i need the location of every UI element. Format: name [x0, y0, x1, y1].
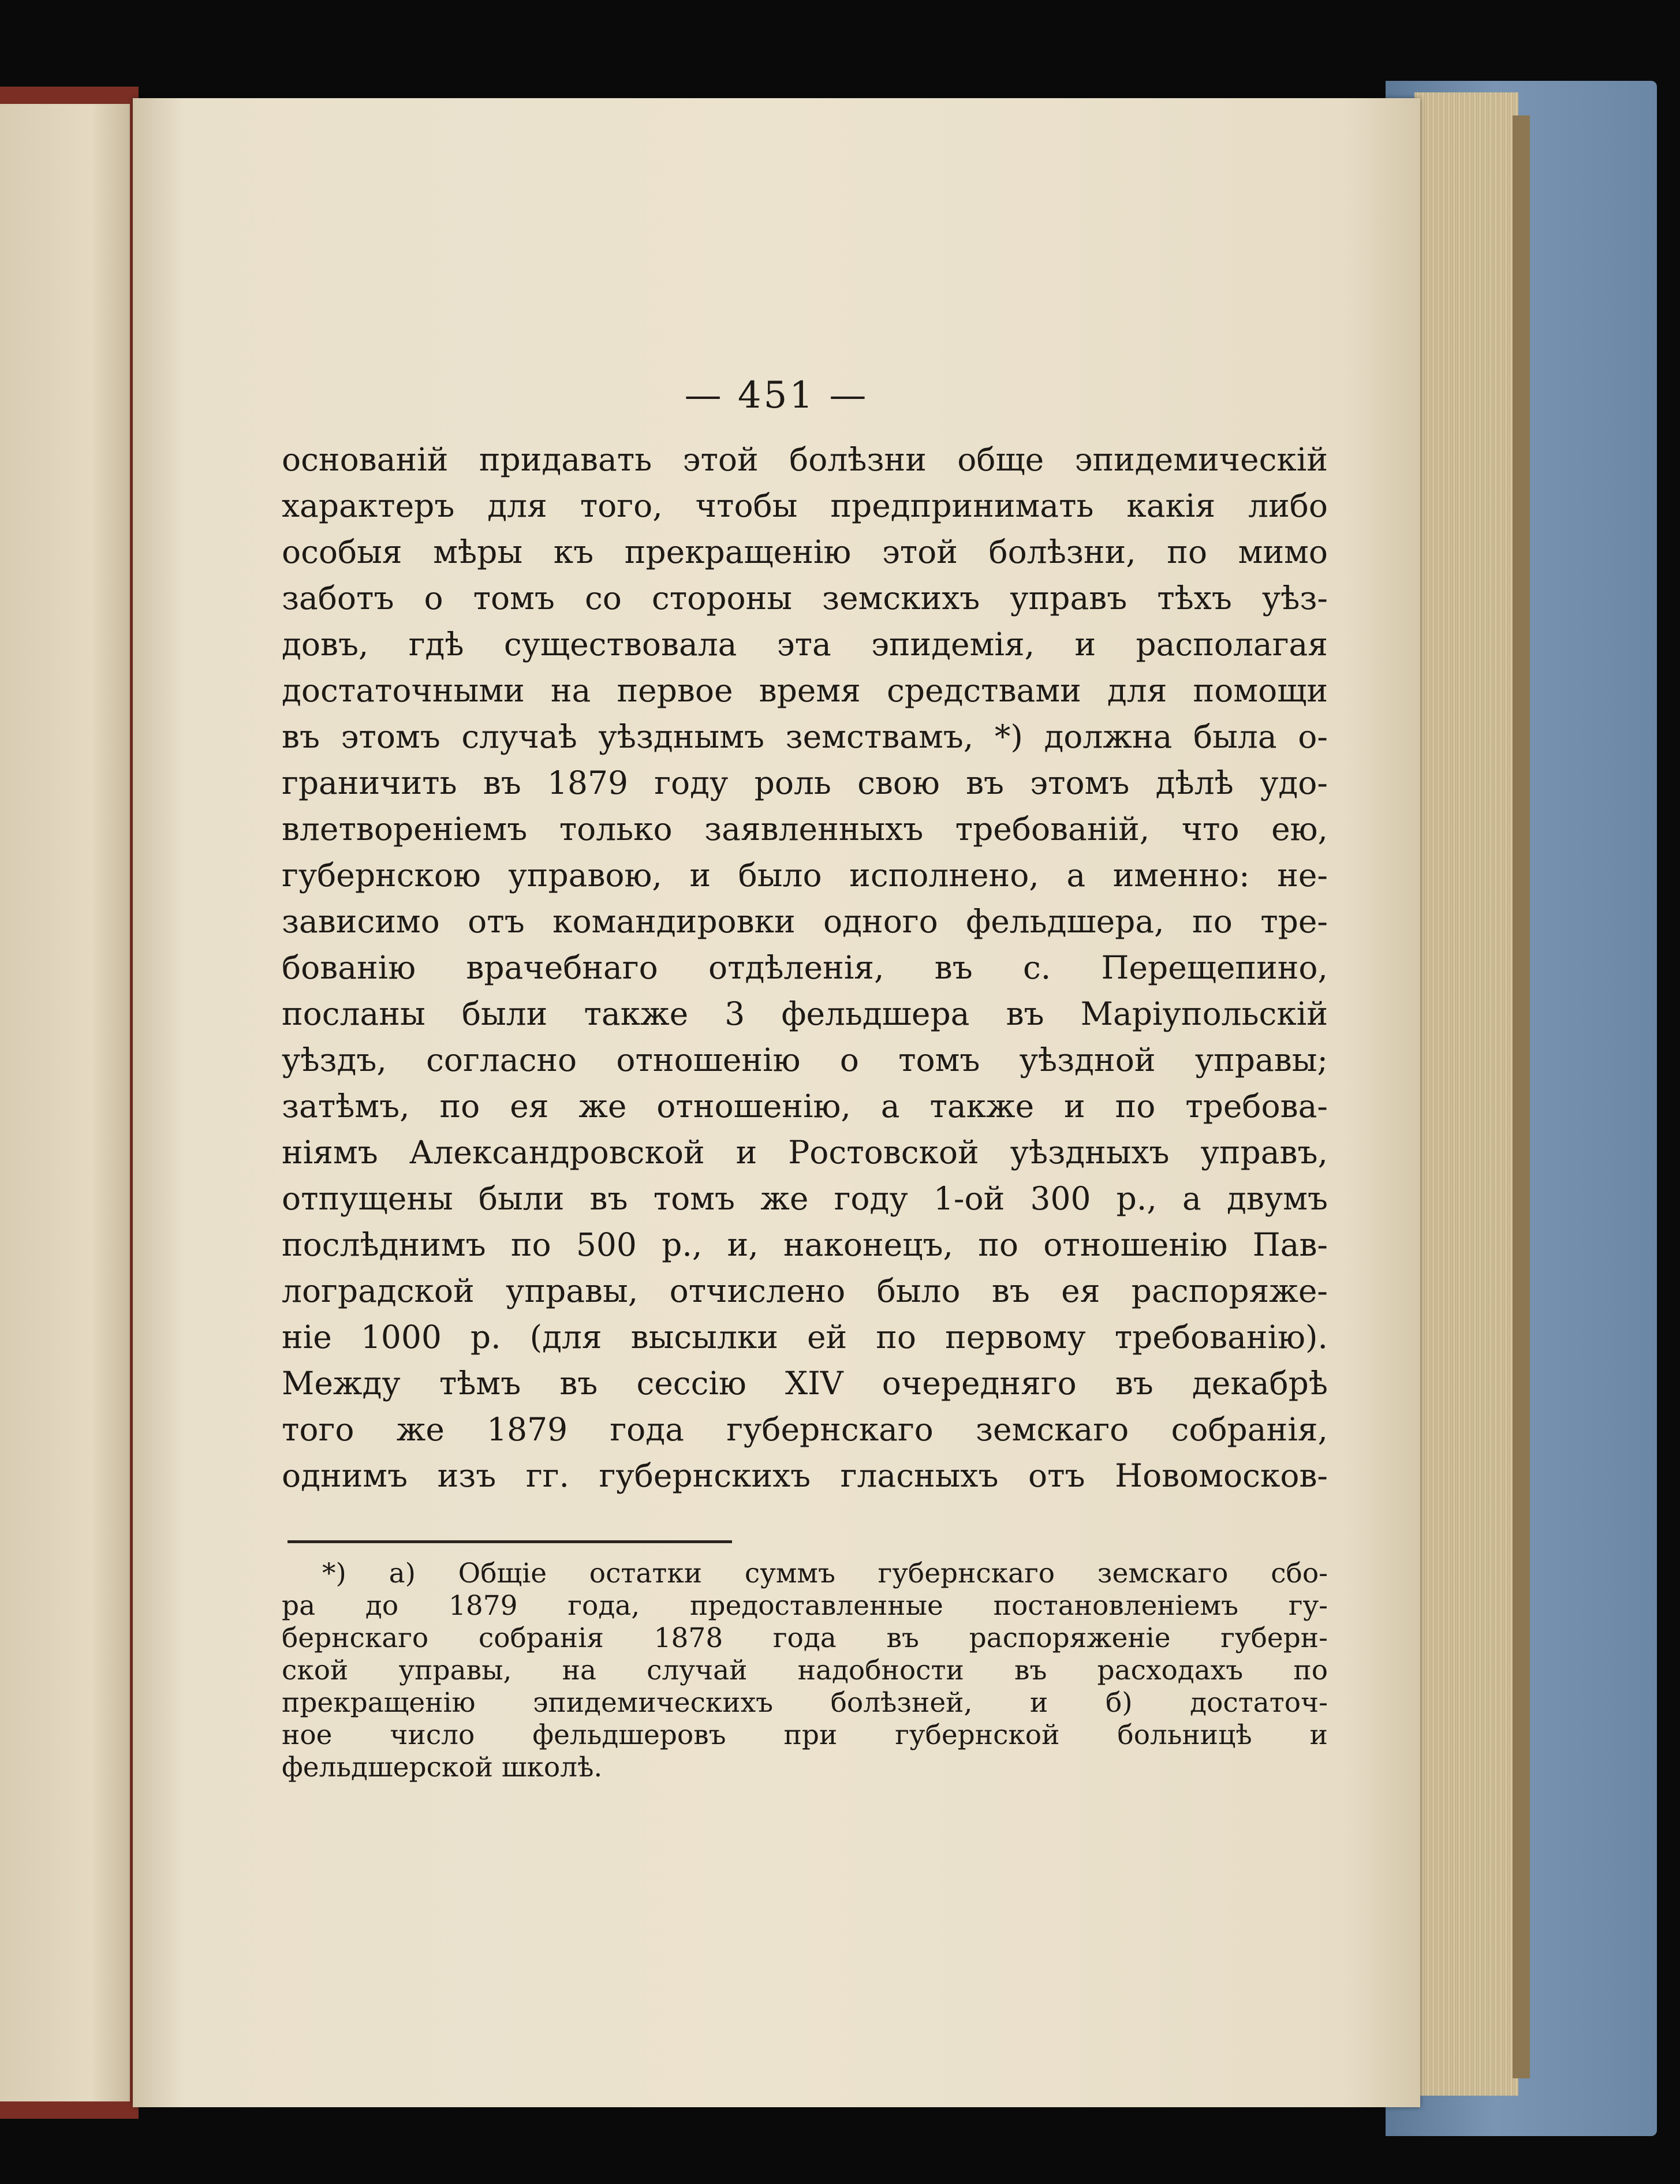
body-line: зависимо отъ командировки одного фельдшера, по тре-: [282, 903, 1328, 940]
page-number: — 451 —: [684, 374, 869, 417]
body-line: однимъ изъ гг. губернскихъ гласныхъ отъ Новомосков-: [282, 1457, 1328, 1494]
body-line: того же 1879 года губернскаго земскаго собранія,: [282, 1411, 1328, 1448]
page-stack-edge: [1414, 92, 1518, 2096]
previous-page-edge: [0, 104, 130, 2101]
body-line: достаточными на первое время средствами для помощи: [282, 672, 1328, 709]
body-line: характеръ для того, чтобы предпринимать какія либо: [282, 487, 1328, 524]
body-line: влетвореніемъ только заявленныхъ требованій, что ею,: [282, 811, 1328, 848]
body-line: отпущены были въ томъ же году 1-ой 300 р., а двумъ: [282, 1180, 1328, 1217]
body-line: заботъ о томъ со стороны земскихъ управъ тѣхъ уѣз-: [282, 580, 1328, 617]
footnote-line: прекращенію эпидемическихъ болѣзней, и б) достаточ-: [282, 1687, 1328, 1719]
footnote-line: *) а) Общіе остатки суммъ губернскаго земскаго сбо-: [322, 1558, 1328, 1589]
body-line: Между тѣмъ въ сессію XIV очередняго въ декабрѣ: [282, 1365, 1328, 1402]
body-line: послѣднимъ по 500 р., и, наконецъ, по отношенію Пав-: [282, 1226, 1328, 1263]
body-line: основаній придавать этой болѣзни обще эпидемическій: [282, 441, 1328, 478]
body-line: ніе 1000 р. (для высылки ей по первому требованію).: [282, 1319, 1328, 1356]
body-line: затѣмъ, по ея же отношенію, а также и по требова-: [282, 1088, 1328, 1125]
body-line: особыя мѣры къ прекращенію этой болѣзни, по мимо: [282, 533, 1328, 570]
body-line: уѣздъ, согласно отношенію о томъ уѣздной управы;: [282, 1041, 1328, 1078]
body-text: [282, 436, 1328, 1499]
body-line: посланы были также 3 фельдшера въ Маріупольскій: [282, 995, 1328, 1032]
footnote-separator: [288, 1540, 732, 1543]
page-stack-shadow: [1513, 115, 1530, 2078]
footnote: [282, 1558, 1328, 1784]
footnote-line: ской управы, на случай надобности въ расходахъ по: [282, 1655, 1328, 1686]
body-line: губернскою управою, и было исполнено, а именно: не-: [282, 857, 1328, 894]
footnote-line: фельдшерской школѣ.: [282, 1752, 603, 1783]
book-page: [133, 98, 1420, 2107]
body-line: въ этомъ случаѣ уѣзднымъ земствамъ, *) должна была о-: [282, 718, 1328, 755]
body-line: ніямъ Александровской и Ростовской уѣздныхъ управъ,: [282, 1134, 1328, 1171]
body-line: лоградской управы, отчислено было въ ея распоряже-: [282, 1272, 1328, 1309]
footnote-line: ное число фельдшеровъ при губернской больницѣ и: [282, 1719, 1328, 1751]
footnote-line: бернскаго собранія 1878 года въ распоряженіе губерн-: [282, 1622, 1328, 1654]
body-line: довъ, гдѣ существовала эта эпидемія, и располагая: [282, 626, 1328, 663]
body-line: граничить въ 1879 году роль свою въ этомъ дѣлѣ удо-: [282, 764, 1328, 801]
body-line: бованію врачебнаго отдѣленія, въ с. Перещепино,: [282, 949, 1328, 986]
footnote-line: ра до 1879 года, предоставленные постановленіемъ гу-: [282, 1590, 1328, 1622]
